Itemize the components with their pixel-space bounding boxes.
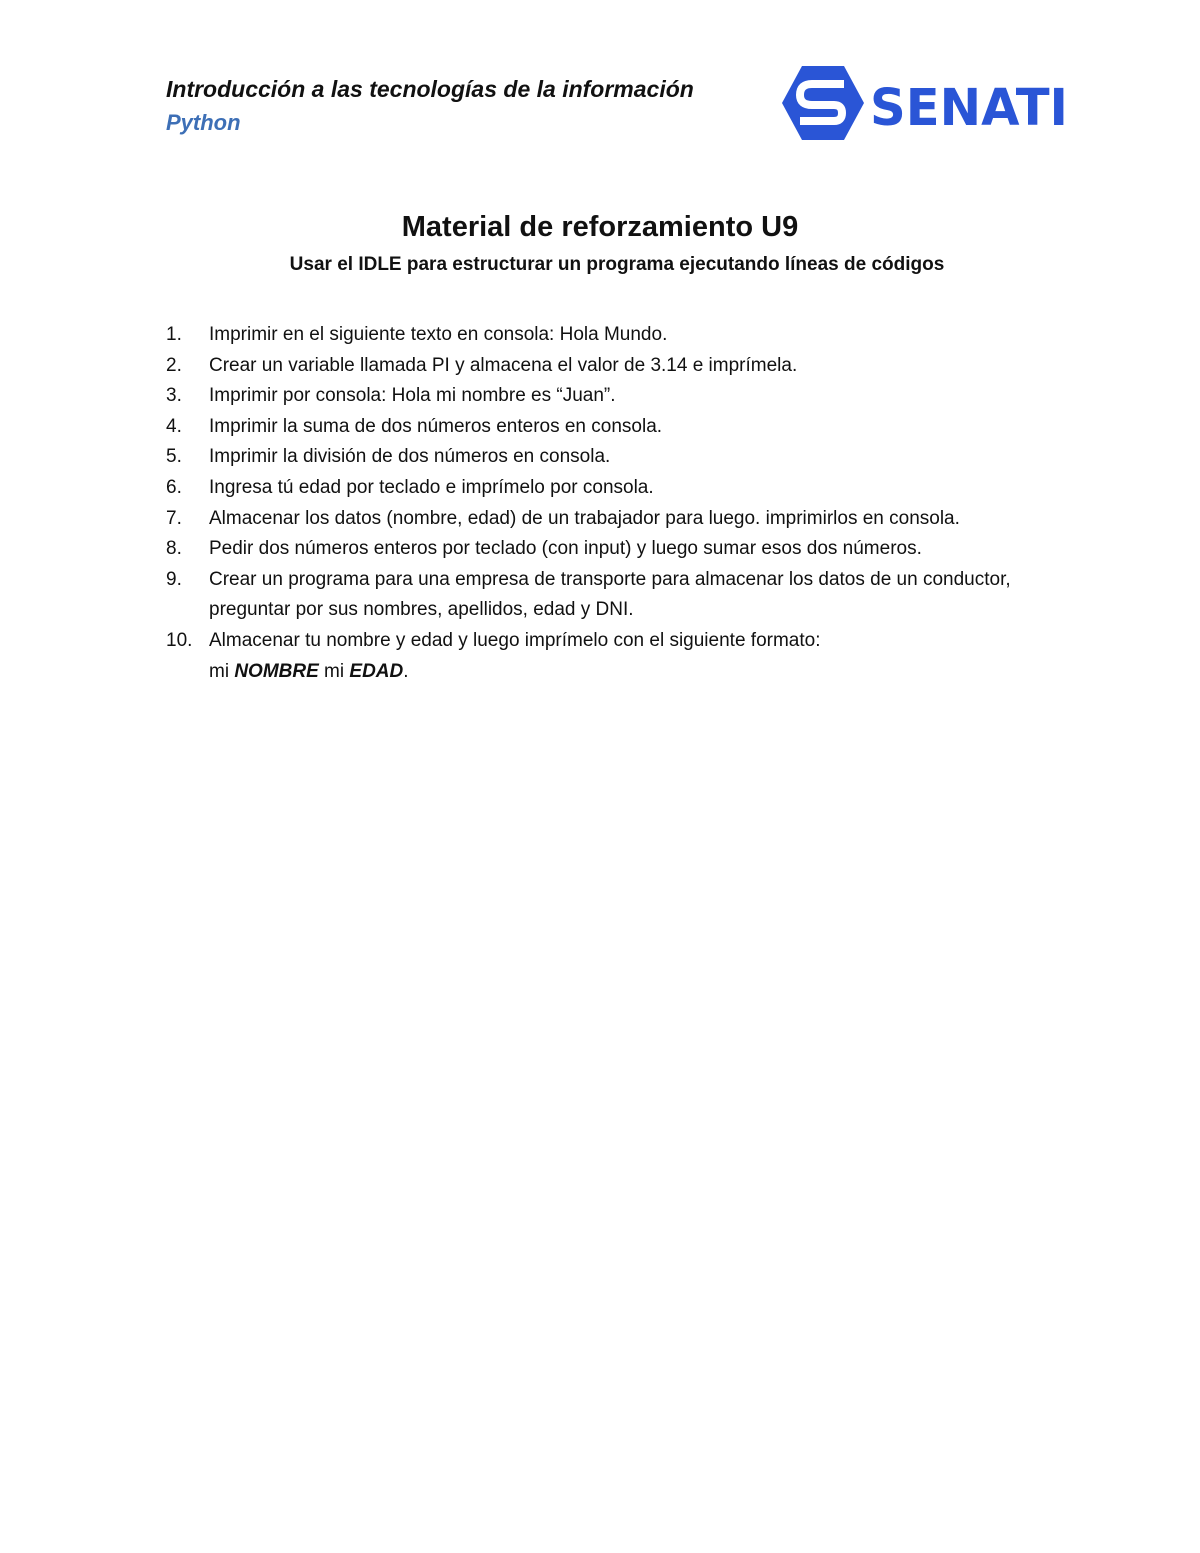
task-list	[166, 320, 1036, 687]
list-item	[166, 351, 1036, 382]
list-item-number: 4.	[166, 415, 182, 437]
document-subtitle: Usar el IDLE para estructurar un programa ejecutando líneas de códigos	[289, 254, 945, 275]
list-item	[166, 442, 1036, 473]
list-item-text: Almacenar tu nombre y edad y luego imprímelo con el siguiente formato:	[209, 629, 821, 651]
list-item-text: Pedir dos números enteros por teclado (con input) y luego sumar esos dos números.	[209, 538, 922, 560]
list-item-number: 9.	[166, 568, 182, 590]
format-suffix: .	[403, 660, 409, 682]
list-item	[166, 626, 1036, 687]
list-item-number: 2.	[166, 354, 182, 376]
format-example	[209, 657, 1036, 688]
list-item	[166, 320, 1036, 351]
document-title: Material de reforzamiento U9	[401, 211, 799, 243]
list-item-text: Imprimir la división de dos números en consola.	[209, 446, 611, 468]
list-item-text: Imprimir la suma de dos números enteros en consola.	[209, 415, 663, 437]
page-header	[166, 72, 694, 140]
senati-logo-icon	[782, 64, 1072, 142]
format-age-placeholder: EDAD	[349, 660, 404, 682]
list-item-text: Crear un variable llamada PI y almacena el valor de 3.14 e imprímela.	[209, 354, 798, 376]
list-item-number: 8.	[166, 538, 182, 560]
course-title: Introducción a las tecnologías de la información	[166, 76, 694, 102]
list-item-number: 3.	[166, 385, 182, 407]
list-item-text: Imprimir por consola: Hola mi nombre es “Juan”.	[209, 385, 616, 407]
list-item-text: Ingresa tú edad por teclado e imprímelo por consola.	[209, 476, 654, 498]
format-name-placeholder: NOMBRE	[234, 660, 319, 682]
format-middle: mi	[318, 660, 350, 682]
format-prefix: mi	[209, 660, 235, 682]
list-item-number: 10.	[166, 629, 193, 651]
list-item-number: 6.	[166, 476, 182, 498]
list-item-number: 7.	[166, 507, 182, 529]
list-item	[166, 504, 1036, 535]
list-item-text: Almacenar los datos (nombre, edad) de un trabajador para luego. imprimirlos en consola.	[209, 507, 960, 529]
senati-logo	[782, 64, 1072, 142]
list-item	[166, 381, 1036, 412]
list-item-text: Imprimir en el siguiente texto en consola: Hola Mundo.	[209, 324, 668, 345]
list-item	[166, 565, 1036, 626]
list-item	[166, 473, 1036, 504]
list-item-number: 1.	[166, 324, 182, 345]
list-item-text: Crear un programa para una empresa de transporte para almacenar los datos de un conductor, preguntar por sus nombres, apellidos, edad y DNI.	[209, 568, 1011, 621]
list-item	[166, 534, 1036, 565]
list-item	[166, 412, 1036, 443]
course-subtitle: Python	[166, 110, 241, 135]
logo-text: SENATI	[870, 79, 1068, 138]
list-item-number: 5.	[166, 446, 182, 468]
